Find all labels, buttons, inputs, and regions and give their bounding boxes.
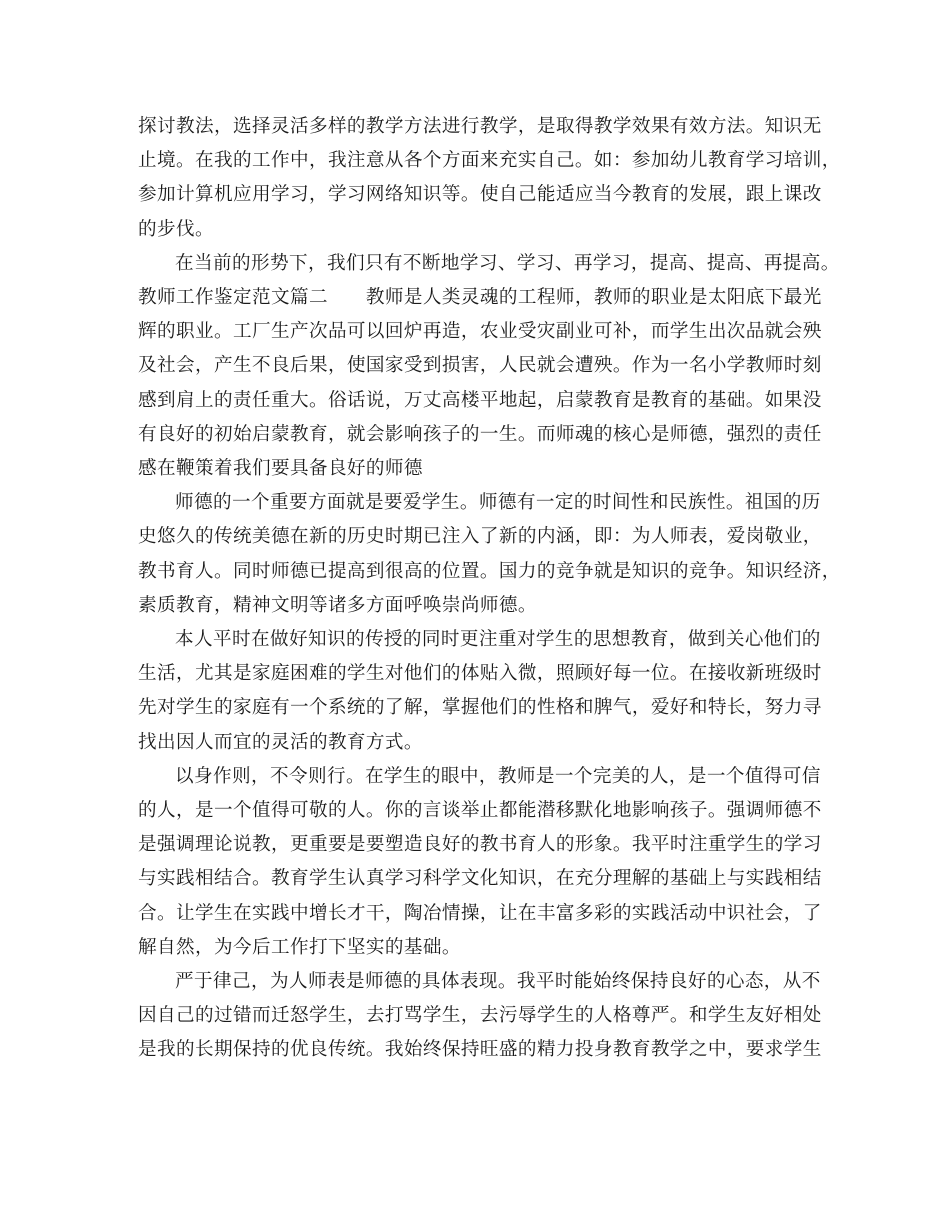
text-line: 史悠久的传统美德在新的历史时期已注入了新的内涵，即：为人师表，爱岗敬业，	[138, 526, 822, 548]
text-line: 找出因人而宜的灵活的教育方式。	[138, 731, 423, 753]
text-line: 在当前的形势下，我们只有不断地学习、学习、再学习，提高、提高、再提高。	[175, 252, 840, 274]
paragraph-5	[138, 760, 822, 965]
text-line: 教书育人。同时师德已提高到很高的位置。国力的竞争就是知识的竞争。知识经济，	[138, 560, 841, 582]
paragraph-6	[138, 965, 822, 1068]
text-line: 本人平时在做好知识的传授的同时更注重对学生的思想教育，做到关心他们的	[175, 629, 821, 651]
text-line: 先对学生的家庭有一个系统的了解，掌握他们的性格和脾气，爱好和特长，努力寻	[138, 697, 822, 719]
text-line: 素质教育，精神文明等诸多方面呼唤崇尚师德。	[138, 594, 537, 616]
text-line: 师德的一个重要方面就是要爱学生。师德有一定的时间性和民族性。祖国的历	[175, 492, 821, 514]
text-line: 的人，是一个值得可敬的人。你的言谈举止都能潜移默化地影响孩子。强调师德不	[138, 800, 822, 822]
text-line: 严于律己，为人师表是师德的具体表现。我平时能始终保持良好的心态，从不	[175, 971, 821, 993]
text-line: 因自己的过错而迁怒学生，去打骂学生，去污辱学生的人格尊严。和学生友好相处	[138, 1005, 822, 1027]
text-line: 生活，尤其是家庭困难的学生对他们的体贴入微，照顾好每一位。在接收新班级时	[138, 663, 822, 685]
paragraph-2	[138, 247, 840, 486]
text-line: 辉的职业。工厂生产次品可以回炉再造，农业受灾副业可补，而学生出次品就会殃	[138, 321, 822, 343]
text-line: 是我的长期保持的优良传统。我始终保持旺盛的精力投身教育教学之中，要求学生	[138, 1039, 822, 1061]
text-line: 与实践相结合。教育学生认真学习科学文化知识，在充分理解的基础上与实践相结	[138, 868, 822, 890]
document-body	[138, 110, 841, 1068]
text-line: 是强调理论说教，更重要是要塑造良好的教书育人的形象。我平时注重学生的学习	[138, 834, 822, 856]
text-line: 教师工作鉴定范文篇二 教师是人类灵魂的工程师，教师的职业是太阳底下最光	[138, 287, 822, 309]
text-line: 参加计算机应用学习，学习网络知识等。使自己能适应当今教育的发展，跟上课改	[138, 184, 822, 206]
paragraph-1	[138, 110, 841, 247]
text-line: 合。让学生在实践中增长才干，陶冶情操，让在丰富多彩的实践活动中识社会，了	[138, 902, 822, 924]
text-line: 以身作则，不令则行。在学生的眼中，教师是一个完美的人，是一个值得可信	[175, 765, 821, 787]
paragraph-3	[138, 486, 841, 623]
text-line: 感在鞭策着我们要具备良好的师德	[138, 458, 423, 480]
text-line: 感到肩上的责任重大。俗话说，万丈高楼平地起，启蒙教育是教育的基础。如果没	[138, 389, 822, 411]
text-line: 及社会，产生不良后果，使国家受到损害，人民就会遭殃。作为一名小学教师时刻	[138, 355, 822, 377]
paragraph-4	[138, 623, 822, 760]
text-line: 止境。在我的工作中，我注意从各个方面来充实自己。如：参加幼儿教育学习培训，	[138, 150, 841, 172]
text-line: 探讨教法，选择灵活多样的教学方法进行教学，是取得教学效果有效方法。知识无	[138, 116, 822, 137]
text-line: 解自然，为今后工作打下坚实的基础。	[138, 936, 461, 958]
text-line: 有良好的初始启蒙教育，就会影响孩子的一生。而师魂的核心是师德，强烈的责任	[138, 423, 822, 445]
text-line: 的步伐。	[138, 218, 214, 240]
